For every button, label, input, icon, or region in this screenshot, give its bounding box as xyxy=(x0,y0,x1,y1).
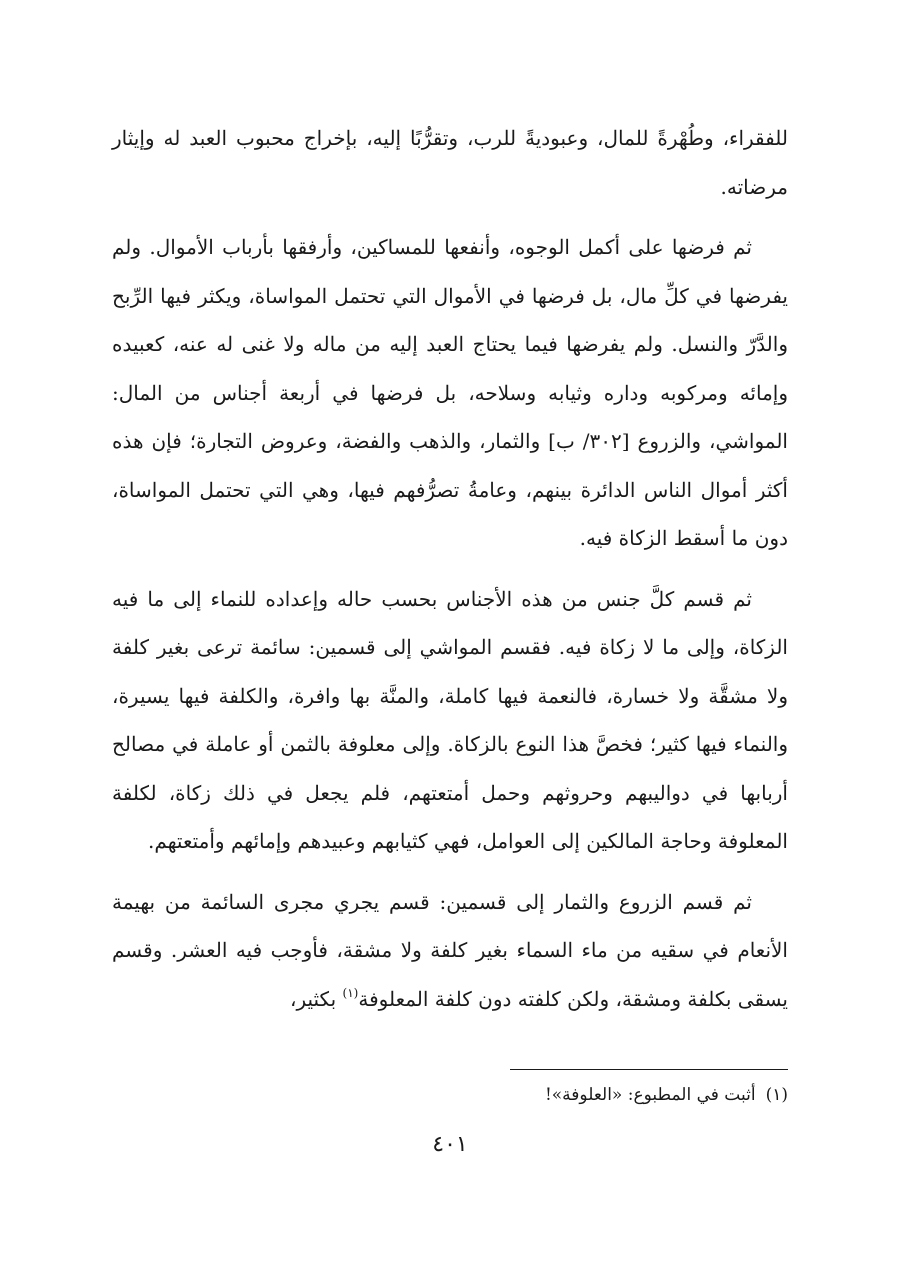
footnote xyxy=(112,1082,788,1108)
page-number: ٤٠١ xyxy=(432,1132,468,1157)
paragraph-4-text-after: بكثير، xyxy=(289,986,343,1011)
footnote-marker: (١) xyxy=(342,985,359,1000)
footnote-text: أثبت في المطبوع: «العلوفة»! xyxy=(544,1085,756,1105)
footnote-number: (١) xyxy=(765,1085,788,1105)
paragraph-4 xyxy=(112,878,788,1024)
paragraph-3: ثم قسم كلَّ جنس من هذه الأجناس بحسب حاله وإعداده للنماء إلى ما فيه الزكاة، وإلى ما لا زكاة فيه. فقسم المواشي إلى قسمين: سائمة ترعى بغير كلفة ولا مشقَّة ولا خسارة، فالنعمة فيها كاملة، والمنَّة بها وافرة، والكلفة فيها يسيرة، والنماء فيها كثير؛ فخصَّ هذا النوع بالزكاة. وإلى معلوفة بالثمن أو عاملة في مصالح أربابها في دواليبهم وحروثهم وحمل أمتعتهم، فلم يجعل في ذلك زكاة، لكلفة المعلوفة وحاجة المالكين إلى العوامل، فهي كثيابهم وعبيدهم وإمائهم وأمتعتهم. xyxy=(112,586,788,853)
paragraph-2: ثم فرضها على أكمل الوجوه، وأنفعها للمساكين، وأرفقها بأرباب الأموال. ولم يفرضها في كلِّ مال، بل فرضها في الأموال التي تحتمل المواساة، ويكثر فيها الرِّبح والدَّرّ والنسل. ولم يفرضها فيما يحتاج العبد إليه من ماله ولا غنى له عنه، كعبيده وإمائه ومركوبه وداره وثيابه وسلاحه، بل فرضها في أربعة أجناس من المال: المواشي، والزروع [٣٠٢/ ب] والثمار، والذهب والفضة، وعروض التجارة؛ فإن هذه أكثر أموال الناس الدائرة بينهم، وعامةُ تصرُّفهم فيها، وهي التي تحتمل المواساة، دون ما أسقط الزكاة فيه. xyxy=(112,235,788,550)
paragraph-1: للفقراء، وطُهْرةً للمال، وعبوديةً للرب، وتقرُّبًا إليه، بإخراج محبوب العبد له وإيثار مرضاته. xyxy=(112,126,788,199)
paragraph-4-text-before: ثم قسم الزروع والثمار إلى قسمين: قسم يجري مجرى السائمة من بهيمة الأنعام في سقيه من ماء السماء بغير كلفة ولا مشقة، فأوجب فيه العشر. وقسم يسقى بكلفة ومشقة، ولكن كلفته دون كلفة المعلوفة xyxy=(112,889,788,1011)
main-text xyxy=(112,114,788,1035)
footnote-separator xyxy=(510,1069,788,1070)
